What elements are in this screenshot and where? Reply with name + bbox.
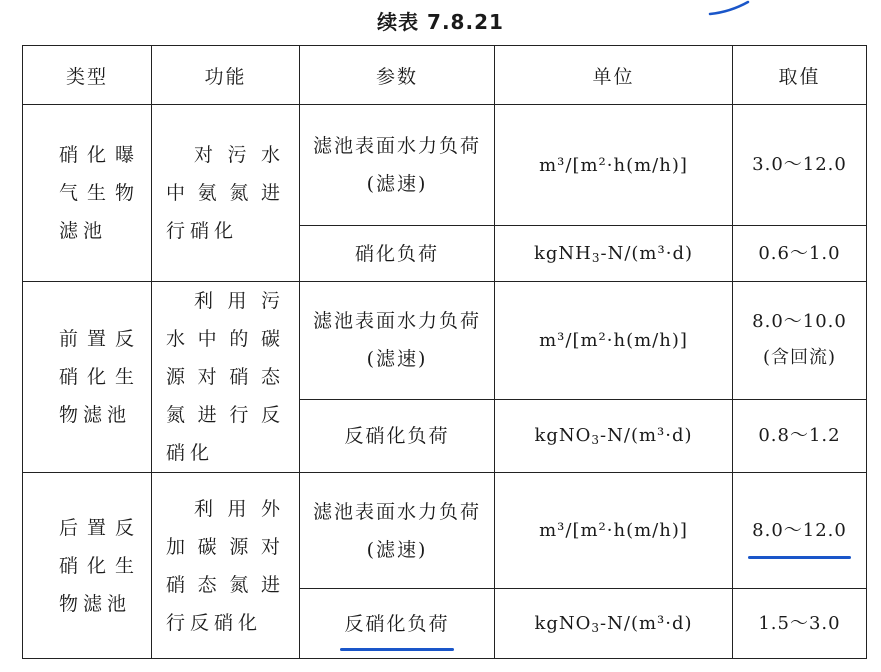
unit-cell: m³/[m²·h(m/h)] <box>495 282 733 400</box>
header-function: 功能 <box>152 46 300 105</box>
table-title: 续表 7.8.21 <box>377 10 504 34</box>
table-row <box>23 105 867 226</box>
header-unit: 单位 <box>495 46 733 105</box>
value-text: 8.0～10.0 <box>752 311 847 333</box>
pen-stroke-mark <box>700 0 760 20</box>
unit-cell: kgNH$_3$-N/(m³·d) <box>495 226 733 282</box>
unit-cell: m³/[m²·h(m/h)] <box>495 105 733 226</box>
unit-cell: m³/[m²·h(m/h)] <box>495 473 733 589</box>
header-type: 类型 <box>23 46 152 105</box>
unit-cell: kgNO$_3$-N/(m³·d) <box>495 399 733 472</box>
function-cell: 利用外加碳源对硝态氮进行反硝化 <box>152 473 300 659</box>
value-note: (含回流) <box>762 347 837 369</box>
value-cell: 0.6～1.0 <box>733 226 867 282</box>
unit-cell: kgNO$_3$-N/(m³·d) <box>495 589 733 659</box>
header-row <box>23 46 867 105</box>
parameter-cell: 硝化负荷 <box>300 226 495 282</box>
table-row <box>23 282 867 400</box>
value-cell: 0.8～1.2 <box>733 399 867 472</box>
function-cell: 对污水中氨氮进行硝化 <box>152 105 300 282</box>
table-row <box>23 473 867 589</box>
parameter-cell: 滤池表面水力负荷(滤速) <box>300 105 495 226</box>
type-cell: 硝化曝气生物滤池 <box>23 105 152 282</box>
highlighted-parameter: 反硝化负荷 <box>344 605 449 643</box>
parameter-cell <box>300 589 495 659</box>
value-cell: 1.5～3.0 <box>733 589 867 659</box>
function-cell: 利用污水中的碳源对硝态氮进行反硝化 <box>152 282 300 473</box>
parameter-cell: 反硝化负荷 <box>300 399 495 472</box>
value-cell <box>733 282 867 400</box>
type-cell: 前置反硝化生物滤池 <box>23 282 152 473</box>
highlighted-value: 8.0～12.0 <box>752 513 847 549</box>
parameter-cell: 滤池表面水力负荷(滤速) <box>300 473 495 589</box>
type-cell: 后置反硝化生物滤池 <box>23 473 152 659</box>
parameter-cell: 滤池表面水力负荷(滤速) <box>300 282 495 400</box>
header-value: 取值 <box>733 46 867 105</box>
header-parameter: 参数 <box>300 46 495 105</box>
value-cell: 3.0～12.0 <box>733 105 867 226</box>
value-cell <box>733 473 867 589</box>
parameter-table <box>22 45 867 659</box>
